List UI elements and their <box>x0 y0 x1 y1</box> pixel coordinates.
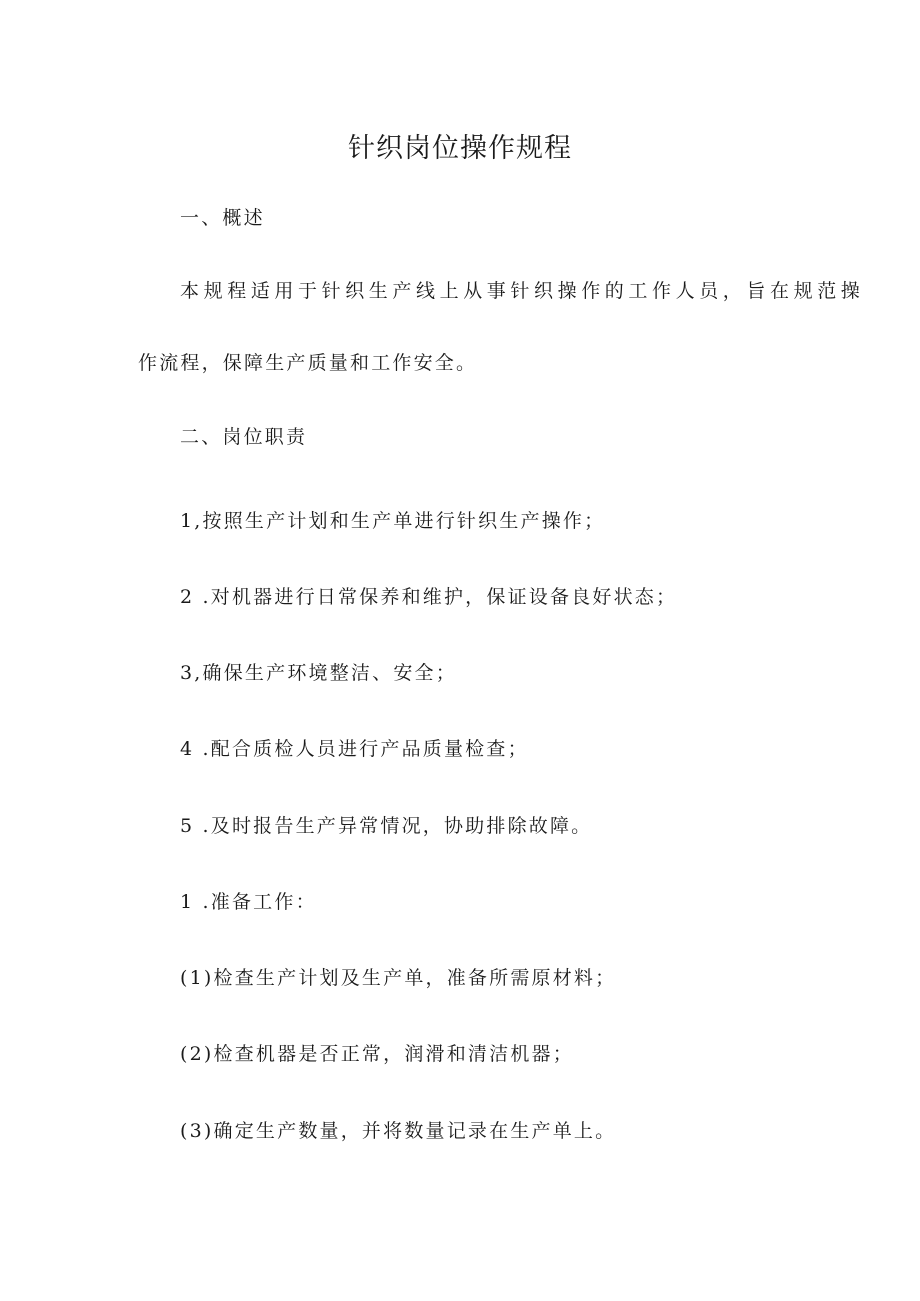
list-item: 2 .对机器进行日常保养和维护，保证设备良好状态； <box>180 586 678 608</box>
document-title: 针织岗位操作规程 <box>348 133 572 164</box>
paragraph-line: 作流程，保障生产质量和工作安全。 <box>138 352 478 374</box>
list-item: 5 .及时报告生产异常情况，协助排除故障。 <box>180 815 593 837</box>
list-item: 1,按照生产计划和生产单进行针织生产操作； <box>180 510 606 532</box>
paragraph-line: 本规程适用于针织生产线上从事针织操作的工作人员，旨在规范操 <box>180 280 865 302</box>
list-item: (2)检查机器是否正常，润滑和清洁机器； <box>180 1043 574 1065</box>
list-item: (1)检查生产计划及生产单，准备所需原材料； <box>180 967 617 989</box>
section-heading-overview: 一、概述 <box>180 207 265 229</box>
list-item: 4 .配合质检人员进行产品质量检查； <box>180 738 529 760</box>
list-item: 3,确保生产环境整洁、安全； <box>180 662 457 684</box>
subsection-heading: 1 .准备工作： <box>180 891 317 913</box>
list-item: (3)确定生产数量，并将数量记录在生产单上。 <box>180 1120 617 1142</box>
section-heading-duties: 二、岗位职责 <box>180 426 308 448</box>
